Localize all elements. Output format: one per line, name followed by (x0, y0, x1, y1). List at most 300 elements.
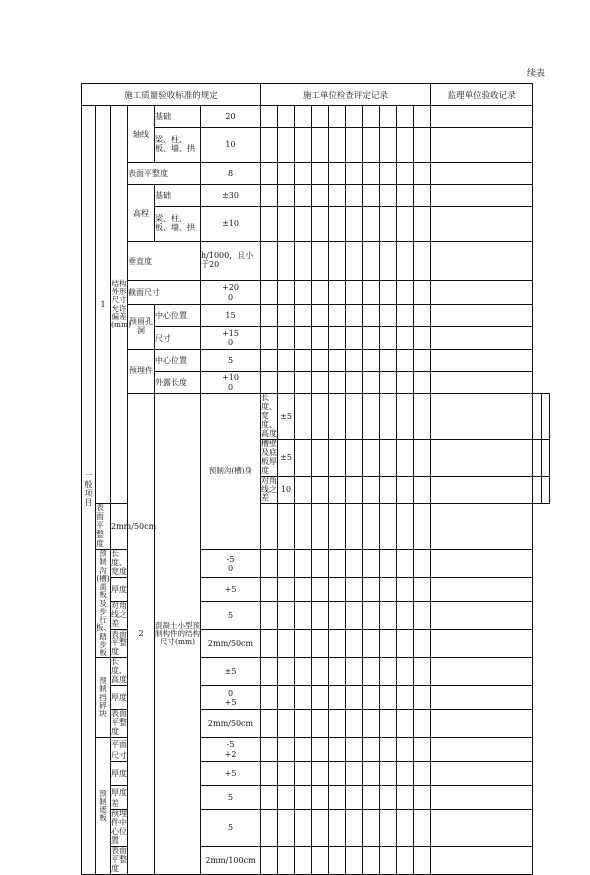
supervision-record-cell[interactable] (431, 305, 533, 327)
construction-record-cell[interactable] (380, 658, 397, 686)
construction-record-cell[interactable] (363, 185, 380, 207)
construction-record-cell[interactable] (346, 630, 363, 658)
construction-record-cell[interactable] (397, 658, 414, 686)
construction-record-cell[interactable] (295, 281, 312, 305)
construction-record-cell[interactable] (312, 163, 329, 185)
construction-record-cell[interactable] (278, 738, 295, 762)
construction-record-cell[interactable] (346, 327, 363, 350)
construction-record-cell[interactable] (346, 106, 363, 128)
supervision-record-cell[interactable] (431, 350, 533, 372)
construction-record-cell[interactable] (346, 738, 363, 762)
construction-record-cell[interactable] (380, 394, 397, 440)
construction-record-cell[interactable] (346, 128, 363, 163)
construction-record-cell[interactable] (312, 602, 329, 630)
construction-record-cell[interactable] (295, 550, 312, 578)
construction-record-cell[interactable] (380, 207, 397, 242)
construction-record-cell[interactable] (397, 350, 414, 372)
construction-record-cell[interactable] (312, 305, 329, 327)
construction-record-cell[interactable] (380, 350, 397, 372)
construction-record-cell[interactable] (329, 578, 346, 602)
construction-record-cell[interactable] (363, 281, 380, 305)
supervision-record-cell[interactable] (431, 163, 533, 185)
construction-record-cell[interactable] (329, 394, 346, 440)
supervision-record-cell[interactable] (431, 504, 533, 550)
construction-record-cell[interactable] (295, 602, 312, 630)
construction-record-cell[interactable] (380, 305, 397, 327)
construction-record-cell[interactable] (363, 372, 380, 394)
supervision-record-cell[interactable] (431, 630, 533, 658)
supervision-record-cell[interactable] (431, 372, 533, 394)
construction-record-cell[interactable] (346, 846, 363, 874)
construction-record-cell[interactable] (397, 602, 414, 630)
construction-record-cell[interactable] (278, 810, 295, 847)
construction-record-cell[interactable] (329, 658, 346, 686)
construction-record-cell[interactable] (346, 372, 363, 394)
construction-record-cell[interactable] (380, 686, 397, 710)
construction-record-cell[interactable] (312, 242, 329, 281)
construction-record-cell[interactable] (312, 630, 329, 658)
construction-record-cell[interactable] (363, 602, 380, 630)
construction-record-cell[interactable] (261, 602, 278, 630)
construction-record-cell[interactable] (329, 281, 346, 305)
construction-record-cell[interactable] (414, 710, 431, 738)
construction-record-cell[interactable] (346, 710, 363, 738)
construction-record-cell[interactable] (380, 372, 397, 394)
construction-record-cell[interactable] (295, 786, 312, 810)
construction-record-cell[interactable] (261, 786, 278, 810)
construction-record-cell[interactable] (312, 846, 329, 874)
construction-record-cell[interactable] (295, 476, 312, 504)
construction-record-cell[interactable] (380, 630, 397, 658)
construction-record-cell[interactable] (346, 578, 363, 602)
construction-record-cell[interactable] (363, 762, 380, 786)
construction-record-cell[interactable] (295, 810, 312, 847)
construction-record-cell[interactable] (363, 686, 380, 710)
construction-record-cell[interactable] (278, 550, 295, 578)
construction-record-cell[interactable] (312, 106, 329, 128)
construction-record-cell[interactable] (380, 185, 397, 207)
construction-record-cell[interactable] (312, 578, 329, 602)
construction-record-cell[interactable] (278, 281, 295, 305)
construction-record-cell[interactable] (295, 163, 312, 185)
construction-record-cell[interactable] (414, 439, 431, 476)
supervision-record-cell[interactable] (431, 550, 533, 578)
construction-record-cell[interactable] (363, 163, 380, 185)
block-lh: 长度、高度 (111, 657, 127, 685)
construction-record-cell[interactable] (261, 350, 278, 372)
construction-record-cell[interactable] (295, 106, 312, 128)
construction-record-cell[interactable] (329, 439, 346, 476)
construction-record-cell[interactable] (346, 686, 363, 710)
construction-record-cell[interactable] (346, 281, 363, 305)
construction-record-cell[interactable] (329, 350, 346, 372)
construction-record-cell[interactable] (397, 504, 414, 550)
construction-record-cell[interactable] (346, 305, 363, 327)
construction-record-cell[interactable] (312, 762, 329, 786)
construction-record-cell[interactable] (312, 710, 329, 738)
construction-record-cell[interactable] (346, 602, 363, 630)
construction-record-cell[interactable] (329, 163, 346, 185)
construction-record-cell[interactable] (295, 185, 312, 207)
construction-record-cell[interactable] (346, 394, 363, 440)
supervision-record-cell[interactable] (431, 762, 533, 786)
construction-record-cell[interactable] (295, 578, 312, 602)
construction-record-cell[interactable] (295, 327, 312, 350)
construction-record-cell[interactable] (397, 578, 414, 602)
construction-record-cell[interactable] (397, 786, 414, 810)
construction-record-cell[interactable] (329, 810, 346, 847)
construction-record-cell[interactable] (329, 762, 346, 786)
construction-record-cell[interactable] (533, 476, 541, 504)
construction-record-cell[interactable] (380, 242, 397, 281)
supervision-record-cell[interactable] (431, 128, 533, 163)
construction-record-cell[interactable] (261, 305, 278, 327)
construction-record-cell[interactable] (363, 578, 380, 602)
construction-record-cell[interactable] (261, 658, 278, 686)
construction-record-cell[interactable] (380, 476, 397, 504)
construction-record-cell[interactable] (380, 578, 397, 602)
construction-record-cell[interactable] (414, 738, 431, 762)
construction-record-cell[interactable] (363, 658, 380, 686)
construction-record-cell[interactable] (397, 185, 414, 207)
construction-record-cell[interactable] (295, 738, 312, 762)
construction-record-cell[interactable] (414, 163, 431, 185)
construction-record-cell[interactable] (312, 439, 329, 476)
construction-record-cell[interactable] (278, 128, 295, 163)
construction-record-cell[interactable] (363, 846, 380, 874)
construction-record-cell[interactable] (312, 207, 329, 242)
construction-record-cell[interactable] (261, 630, 278, 658)
supervision-record-cell[interactable] (431, 578, 533, 602)
construction-record-cell[interactable] (397, 106, 414, 128)
construction-record-cell[interactable] (312, 504, 329, 550)
construction-record-cell[interactable] (261, 106, 278, 128)
construction-record-cell[interactable] (295, 128, 312, 163)
supervision-record-cell[interactable] (431, 710, 533, 738)
construction-record-cell[interactable] (329, 686, 346, 710)
construction-record-cell[interactable] (363, 242, 380, 281)
construction-record-cell[interactable] (295, 305, 312, 327)
construction-record-cell[interactable] (414, 630, 431, 658)
construction-record-cell[interactable] (363, 504, 380, 550)
construction-record-cell[interactable] (414, 106, 431, 128)
construction-record-cell[interactable] (295, 372, 312, 394)
construction-record-cell[interactable] (295, 439, 312, 476)
construction-record-cell[interactable] (380, 327, 397, 350)
construction-record-cell[interactable] (414, 846, 431, 874)
construction-record-cell[interactable] (414, 786, 431, 810)
construction-record-cell[interactable] (414, 185, 431, 207)
construction-record-cell[interactable] (261, 207, 278, 242)
construction-record-cell[interactable] (278, 762, 295, 786)
supervision-record-cell[interactable] (431, 786, 533, 810)
construction-record-cell[interactable] (261, 185, 278, 207)
construction-record-cell[interactable] (363, 394, 380, 440)
construction-record-cell[interactable] (363, 207, 380, 242)
construction-record-cell[interactable] (346, 185, 363, 207)
construction-record-cell[interactable] (363, 106, 380, 128)
construction-record-cell[interactable] (312, 185, 329, 207)
construction-record-cell[interactable] (397, 738, 414, 762)
construction-record-cell[interactable] (380, 846, 397, 874)
construction-record-cell[interactable] (346, 762, 363, 786)
supervision-record-cell[interactable] (431, 207, 533, 242)
construction-record-cell[interactable] (295, 710, 312, 738)
construction-record-cell[interactable] (363, 476, 380, 504)
construction-record-cell[interactable] (329, 710, 346, 738)
construction-record-cell[interactable] (346, 786, 363, 810)
construction-record-cell[interactable] (261, 686, 278, 710)
construction-record-cell[interactable] (329, 786, 346, 810)
construction-record-cell[interactable] (329, 504, 346, 550)
supervision-record-cell[interactable] (431, 327, 533, 350)
construction-record-cell[interactable] (346, 163, 363, 185)
construction-record-cell[interactable] (278, 786, 295, 810)
construction-record-cell[interactable] (261, 128, 278, 163)
construction-record-cell[interactable] (261, 504, 278, 550)
construction-record-cell[interactable] (261, 762, 278, 786)
construction-record-cell[interactable] (329, 106, 346, 128)
construction-record-cell[interactable] (397, 327, 414, 350)
supervision-record-cell[interactable] (431, 106, 533, 128)
construction-record-cell[interactable] (295, 762, 312, 786)
construction-record-cell[interactable] (397, 810, 414, 847)
construction-record-cell[interactable] (261, 372, 278, 394)
construction-record-cell[interactable] (312, 128, 329, 163)
construction-record-cell[interactable] (261, 163, 278, 185)
construction-record-cell[interactable] (363, 305, 380, 327)
supervision-record-cell[interactable] (431, 185, 533, 207)
construction-record-cell[interactable] (312, 810, 329, 847)
construction-record-cell[interactable] (261, 550, 278, 578)
construction-record-cell[interactable] (278, 242, 295, 281)
construction-record-cell[interactable] (312, 550, 329, 578)
construction-record-cell[interactable] (397, 394, 414, 440)
construction-record-cell[interactable] (278, 106, 295, 128)
construction-record-cell[interactable] (363, 350, 380, 372)
construction-record-cell[interactable] (397, 281, 414, 305)
construction-record-cell[interactable] (363, 786, 380, 810)
construction-record-cell[interactable] (363, 810, 380, 847)
construction-record-cell[interactable] (329, 372, 346, 394)
supervision-record-cell[interactable] (541, 476, 549, 504)
construction-record-cell[interactable] (397, 686, 414, 710)
construction-record-cell[interactable] (414, 762, 431, 786)
construction-record-cell[interactable] (278, 846, 295, 874)
construction-record-cell[interactable] (414, 504, 431, 550)
construction-record-cell[interactable] (312, 394, 329, 440)
construction-record-cell[interactable] (414, 810, 431, 847)
construction-record-cell[interactable] (329, 305, 346, 327)
construction-record-cell[interactable] (363, 550, 380, 578)
construction-record-cell[interactable] (397, 846, 414, 874)
supervision-record-cell[interactable] (431, 242, 533, 281)
construction-record-cell[interactable] (278, 710, 295, 738)
construction-record-cell[interactable] (329, 207, 346, 242)
construction-record-cell[interactable] (261, 738, 278, 762)
construction-record-cell[interactable] (380, 504, 397, 550)
construction-record-cell[interactable] (295, 207, 312, 242)
construction-record-cell[interactable] (329, 738, 346, 762)
construction-record-cell[interactable] (414, 128, 431, 163)
construction-record-cell[interactable] (312, 658, 329, 686)
construction-record-cell[interactable] (363, 710, 380, 738)
construction-record-cell[interactable] (346, 242, 363, 281)
construction-record-cell[interactable] (346, 350, 363, 372)
construction-record-cell[interactable] (278, 658, 295, 686)
supervision-record-cell[interactable] (431, 658, 533, 686)
construction-record-cell[interactable] (380, 128, 397, 163)
construction-record-cell[interactable] (278, 305, 295, 327)
construction-record-cell[interactable] (329, 476, 346, 504)
construction-record-cell[interactable] (312, 350, 329, 372)
construction-record-cell[interactable] (380, 762, 397, 786)
construction-record-cell[interactable] (312, 786, 329, 810)
construction-record-cell[interactable] (414, 686, 431, 710)
construction-record-cell[interactable] (397, 207, 414, 242)
construction-record-cell[interactable] (414, 602, 431, 630)
construction-record-cell[interactable] (380, 281, 397, 305)
construction-record-cell[interactable] (397, 163, 414, 185)
construction-record-cell[interactable] (414, 476, 431, 504)
construction-record-cell[interactable] (380, 738, 397, 762)
construction-record-cell[interactable] (261, 846, 278, 874)
supervision-record-cell[interactable] (431, 846, 533, 874)
construction-record-cell[interactable] (312, 738, 329, 762)
supervision-record-cell[interactable] (431, 602, 533, 630)
construction-record-cell[interactable] (380, 786, 397, 810)
construction-record-cell[interactable] (414, 281, 431, 305)
construction-record-cell[interactable] (414, 372, 431, 394)
construction-record-cell[interactable] (278, 686, 295, 710)
construction-record-cell[interactable] (346, 810, 363, 847)
construction-record-cell[interactable] (295, 504, 312, 550)
construction-record-cell[interactable] (431, 394, 533, 440)
construction-record-cell[interactable] (278, 185, 295, 207)
construction-record-cell[interactable] (346, 504, 363, 550)
construction-record-cell[interactable] (414, 207, 431, 242)
construction-record-cell[interactable] (414, 578, 431, 602)
construction-record-cell[interactable] (363, 738, 380, 762)
construction-record-cell[interactable] (278, 630, 295, 658)
construction-record-cell[interactable] (380, 439, 397, 476)
supervision-record-cell[interactable] (541, 439, 549, 476)
construction-record-cell[interactable] (414, 327, 431, 350)
construction-record-cell[interactable] (363, 439, 380, 476)
construction-record-cell[interactable] (329, 128, 346, 163)
construction-record-cell[interactable] (397, 762, 414, 786)
supervision-record-cell[interactable] (431, 686, 533, 710)
construction-record-cell[interactable] (329, 602, 346, 630)
supervision-record-cell[interactable] (431, 810, 533, 847)
construction-record-cell[interactable] (380, 710, 397, 738)
construction-record-cell[interactable] (278, 350, 295, 372)
construction-record-cell[interactable] (346, 207, 363, 242)
supervision-record-cell[interactable] (431, 281, 533, 305)
construction-record-cell[interactable] (346, 439, 363, 476)
construction-record-cell[interactable] (380, 550, 397, 578)
construction-record-cell[interactable] (346, 658, 363, 686)
construction-record-cell[interactable] (261, 242, 278, 281)
construction-record-cell[interactable] (295, 846, 312, 874)
construction-record-cell[interactable] (363, 630, 380, 658)
construction-record-cell[interactable] (533, 439, 541, 476)
construction-record-cell[interactable] (278, 504, 295, 550)
construction-record-cell[interactable] (380, 602, 397, 630)
construction-record-cell[interactable] (278, 602, 295, 630)
construction-record-cell[interactable] (346, 476, 363, 504)
construction-record-cell[interactable] (278, 578, 295, 602)
construction-record-cell[interactable] (295, 686, 312, 710)
construction-record-cell[interactable] (329, 550, 346, 578)
construction-record-cell[interactable] (431, 476, 533, 504)
shade-plane-value (201, 738, 261, 762)
construction-record-cell[interactable] (261, 578, 278, 602)
construction-record-cell[interactable] (397, 305, 414, 327)
construction-record-cell[interactable] (397, 476, 414, 504)
construction-record-cell[interactable] (329, 846, 346, 874)
construction-record-cell[interactable] (329, 630, 346, 658)
construction-record-cell[interactable] (295, 394, 312, 440)
construction-record-cell[interactable] (295, 350, 312, 372)
axis-label: 轴线 (128, 106, 155, 163)
construction-record-cell[interactable] (261, 710, 278, 738)
construction-record-cell[interactable] (397, 439, 414, 476)
construction-record-cell[interactable] (261, 810, 278, 847)
construction-record-cell[interactable] (397, 128, 414, 163)
supervision-record-cell[interactable] (541, 394, 549, 440)
construction-record-cell[interactable] (278, 372, 295, 394)
construction-record-cell[interactable] (414, 658, 431, 686)
construction-record-cell[interactable] (397, 372, 414, 394)
construction-record-cell[interactable] (380, 810, 397, 847)
construction-record-cell[interactable] (380, 163, 397, 185)
construction-record-cell[interactable] (346, 550, 363, 578)
construction-record-cell[interactable] (312, 372, 329, 394)
construction-record-cell[interactable] (312, 281, 329, 305)
supervision-record-cell[interactable] (431, 738, 533, 762)
construction-record-cell[interactable] (397, 550, 414, 578)
construction-record-cell[interactable] (329, 185, 346, 207)
construction-record-cell[interactable] (414, 394, 431, 440)
construction-record-cell[interactable] (278, 207, 295, 242)
construction-record-cell[interactable] (278, 327, 295, 350)
construction-record-cell[interactable] (380, 106, 397, 128)
construction-record-cell[interactable] (397, 630, 414, 658)
construction-record-cell[interactable] (261, 327, 278, 350)
construction-record-cell[interactable] (312, 476, 329, 504)
construction-record-cell[interactable] (295, 242, 312, 281)
construction-record-cell[interactable] (295, 630, 312, 658)
construction-record-cell[interactable] (329, 327, 346, 350)
construction-record-cell[interactable] (431, 439, 533, 476)
construction-record-cell[interactable] (414, 350, 431, 372)
construction-record-cell[interactable] (312, 327, 329, 350)
construction-record-cell[interactable] (533, 394, 541, 440)
construction-record-cell[interactable] (414, 305, 431, 327)
construction-record-cell[interactable] (278, 163, 295, 185)
construction-record-cell[interactable] (261, 281, 278, 305)
construction-record-cell[interactable] (397, 710, 414, 738)
construction-record-cell[interactable] (363, 128, 380, 163)
construction-record-cell[interactable] (397, 242, 414, 281)
construction-record-cell[interactable] (414, 242, 431, 281)
construction-record-cell[interactable] (414, 550, 431, 578)
construction-record-cell[interactable] (363, 327, 380, 350)
construction-record-cell[interactable] (312, 686, 329, 710)
construction-record-cell[interactable] (295, 658, 312, 686)
construction-record-cell[interactable] (329, 242, 346, 281)
